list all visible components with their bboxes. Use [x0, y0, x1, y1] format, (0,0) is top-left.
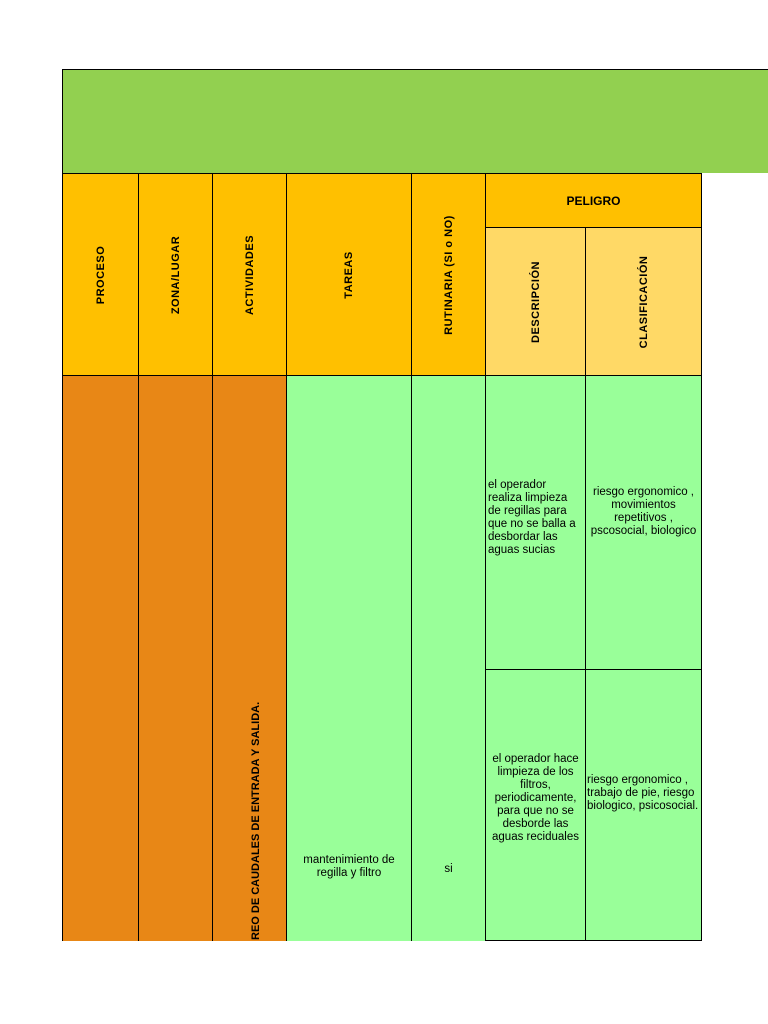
header-zona-label: ZONA/LUGAR: [169, 235, 182, 314]
cell-zona: [138, 375, 213, 941]
header-descripcion-label: DESCRIPCIÓN: [529, 260, 542, 343]
cell-tarea: [286, 375, 412, 941]
header-clasificacion-label: CLASIFICACIÓN: [637, 255, 650, 348]
header-proceso: [62, 173, 139, 376]
cell-clasificacion-1-text: riesgo ergonomico , movimientos repetitivos , pscosocial, biologico: [590, 486, 697, 537]
cell-rutinaria-text: si: [444, 863, 453, 875]
cell-actividad-text: REO DE CAUDALES DE ENTRADA Y SALIDA.: [250, 701, 262, 940]
header-descripcion: [485, 227, 586, 376]
header-tareas-label: TAREAS: [343, 250, 355, 299]
cell-descripcion-2: [485, 669, 586, 941]
cell-proceso: [62, 375, 139, 941]
cell-rutinaria: [411, 375, 486, 941]
cell-descripcion-2-text: el operador hace limpieza de los filtros, periodicamente, para que no se desborde las aguas reciduales: [492, 753, 579, 843]
header-actividades-label: ACTIVIDADES: [243, 234, 256, 315]
header-tareas: [286, 173, 412, 376]
header-actividades: [212, 173, 287, 376]
cell-clasificacion-1: [585, 375, 702, 670]
header-clasificacion: [585, 227, 702, 376]
header-peligro-label: PELIGRO: [566, 193, 621, 208]
cell-clasificacion-2-text: riesgo ergonomico , trabajo de pie, riesgo biologico, psicosocial.: [587, 774, 699, 812]
header-proceso-label: PROCESO: [94, 245, 107, 304]
cell-actividad: [212, 375, 287, 941]
cell-tarea-text: mantenimiento de regilla y filtro: [303, 854, 395, 879]
header-peligro: [485, 173, 702, 228]
header-rutinaria: [411, 173, 486, 376]
title-banner: [62, 69, 768, 173]
cell-descripcion-1-text: el operador realiza limpieza de regillas para que no se balla a desbordar las aguas sucias: [488, 479, 576, 556]
cell-clasificacion-2: [585, 669, 702, 941]
header-zona: [138, 173, 213, 376]
cell-descripcion-1: [485, 375, 586, 670]
header-rutinaria-label: RUTINARIA (SI o NO): [442, 214, 455, 335]
